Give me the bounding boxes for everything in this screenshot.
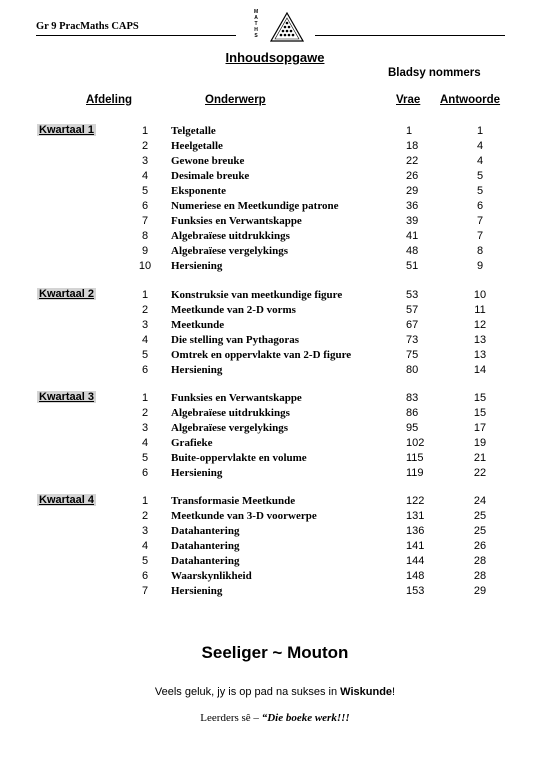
logo-letter: M <box>254 9 259 15</box>
quarter-label: Kwartaal 2 <box>39 288 95 300</box>
section-number: 6 <box>141 467 149 479</box>
answers-page: 17 <box>473 422 487 434</box>
topic-name: Hersiening <box>171 467 223 479</box>
questions-page: 115 <box>406 452 424 464</box>
header-line-right <box>315 35 505 36</box>
topic-name: Algebraïese uitdrukkings <box>171 407 290 419</box>
questions-page: 36 <box>406 200 419 212</box>
topic-name: Hersiening <box>171 585 223 597</box>
topic-name: Gewone breuke <box>171 155 245 167</box>
section-number: 3 <box>141 155 149 167</box>
section-number: 1 <box>141 289 149 301</box>
answers-page: 19 <box>473 437 487 449</box>
questions-page: 141 <box>406 540 425 552</box>
page-numbers-heading: Bladsy nommers <box>388 67 481 79</box>
section-number: 5 <box>141 555 149 567</box>
questions-page: 80 <box>406 364 419 376</box>
answers-page: 29 <box>473 585 487 597</box>
topic-name: Transformasie Meetkunde <box>171 495 296 507</box>
questions-page: 48 <box>406 245 419 257</box>
topic-name: Desimale breuke <box>171 170 250 182</box>
answers-page: 25 <box>473 510 487 522</box>
questions-page: 119 <box>406 467 424 479</box>
table-row <box>0 125 550 140</box>
table-row <box>0 170 550 185</box>
table-row <box>0 319 550 334</box>
topic-name: Hersiening <box>171 260 223 272</box>
questions-page: 41 <box>406 230 419 242</box>
section-number: 3 <box>141 422 149 434</box>
answers-page: 22 <box>473 467 487 479</box>
triangle-logo-icon <box>270 12 304 42</box>
topic-name: Meetkunde van 2-D vorms <box>171 304 296 316</box>
table-row <box>0 349 550 364</box>
topic-name: Telgetalle <box>171 125 216 137</box>
questions-page: 136 <box>406 525 425 537</box>
table-row <box>0 510 550 525</box>
header-line-left <box>36 35 236 36</box>
table-row <box>0 334 550 349</box>
good-luck-line <box>0 686 550 698</box>
section-number: 4 <box>141 170 149 182</box>
section-number: 6 <box>141 364 149 376</box>
table-row <box>0 364 550 379</box>
topic-name: Buite-oppervlakte en volume <box>171 452 307 464</box>
section-number: 5 <box>141 185 149 197</box>
questions-page: 22 <box>406 155 419 167</box>
quarter-label: Kwartaal 1 <box>39 124 95 136</box>
topic-name: Heelgetalle <box>171 140 223 152</box>
good-luck-text: Veels geluk, jy is op pad na sukses in <box>154 686 341 698</box>
section-number: 5 <box>141 349 149 361</box>
questions-page: 153 <box>406 585 425 597</box>
topic-name: Algebraïese vergelykings <box>171 245 289 257</box>
table-row <box>0 585 550 600</box>
section-number: 4 <box>141 437 149 449</box>
section-number: 3 <box>141 525 149 537</box>
topic-name: Datahantering <box>171 540 240 552</box>
section-number: 9 <box>141 245 149 257</box>
topic-name: Hersiening <box>171 364 223 376</box>
questions-page: 67 <box>406 319 419 331</box>
topic-name: Algebraïese uitdrukkings <box>171 230 290 242</box>
answers-page: 24 <box>473 495 487 507</box>
answers-page: 13 <box>473 349 487 361</box>
answers-page: 12 <box>473 319 487 331</box>
answers-page: 7 <box>476 215 484 227</box>
table-row <box>0 525 550 540</box>
answers-page: 9 <box>476 260 484 272</box>
topic-name: Grafieke <box>171 437 213 449</box>
section-number: 7 <box>141 585 149 597</box>
answers-page: 21 <box>473 452 487 464</box>
table-row <box>0 467 550 482</box>
section-number: 1 <box>141 125 149 137</box>
topic-name: Die stelling van Pythagoras <box>171 334 300 346</box>
section-number: 6 <box>141 200 149 212</box>
table-row <box>0 555 550 570</box>
topic-name: Datahantering <box>171 555 240 567</box>
quarter-label: Kwartaal 4 <box>39 494 95 506</box>
table-row <box>0 407 550 422</box>
questions-page: 73 <box>406 334 419 346</box>
table-row <box>0 260 550 275</box>
questions-page: 26 <box>406 170 419 182</box>
questions-page: 57 <box>406 304 419 316</box>
table-row <box>0 422 550 437</box>
questions-page: 122 <box>406 495 425 507</box>
topic-name: Meetkunde van 3-D voorwerpe <box>171 510 317 522</box>
section-number: 4 <box>141 334 149 346</box>
quarter-label: Kwartaal 3 <box>39 391 95 403</box>
table-row <box>0 495 550 510</box>
table-row <box>0 155 550 170</box>
section-number: 8 <box>141 230 149 242</box>
table-row <box>0 452 550 467</box>
topic-name: Funksies en Verwantskappe <box>171 392 302 404</box>
logo-letter: S <box>254 33 258 39</box>
table-row <box>0 437 550 452</box>
questions-page: 53 <box>406 289 419 301</box>
authors: Seeliger ~ Mouton <box>201 643 349 662</box>
column-header-onderwerp: Onderwerp <box>205 94 266 106</box>
table-row <box>0 230 550 245</box>
column-header-afdeling: Afdeling <box>86 94 132 106</box>
topic-name: Eksponente <box>171 185 227 197</box>
table-row <box>0 245 550 260</box>
logo-letter: H <box>254 27 258 33</box>
table-row <box>0 289 550 304</box>
maths-logo <box>236 10 310 44</box>
answers-page: 4 <box>476 155 484 167</box>
good-luck-subject: Wiskunde <box>340 686 393 698</box>
logo-letter: A <box>254 15 258 21</box>
column-header-antwoorde: Antwoorde <box>440 94 501 106</box>
answers-page: 8 <box>476 245 484 257</box>
table-row <box>0 392 550 407</box>
topic-name: Waarskynlikheid <box>171 570 252 582</box>
learners-quote: “Die boeke werk!!! <box>261 712 350 724</box>
topic-name: Konstruksie van meetkundige figure <box>171 289 343 301</box>
section-number: 3 <box>141 319 149 331</box>
answers-page: 11 <box>474 304 486 316</box>
section-number: 2 <box>141 407 149 419</box>
section-number: 1 <box>141 495 149 507</box>
answers-page: 15 <box>473 407 487 419</box>
topic-name: Datahantering <box>171 525 240 537</box>
learners-prefix: Leerders sê – <box>200 712 262 724</box>
questions-page: 148 <box>406 570 425 582</box>
section-number: 10 <box>138 260 152 272</box>
section-number: 2 <box>141 510 149 522</box>
answers-page: 6 <box>476 200 484 212</box>
answers-page: 13 <box>473 334 487 346</box>
section-number: 5 <box>141 452 149 464</box>
answers-page: 7 <box>476 230 484 242</box>
topic-name: Meetkunde <box>171 319 225 331</box>
section-number: 6 <box>141 570 149 582</box>
table-row <box>0 304 550 319</box>
learners-quote-line <box>0 712 550 724</box>
section-number: 2 <box>141 304 149 316</box>
section-number: 1 <box>141 392 149 404</box>
questions-page: 75 <box>406 349 419 361</box>
questions-page: 144 <box>406 555 425 567</box>
column-header-vrae: Vrae <box>396 94 421 106</box>
questions-page: 83 <box>406 392 419 404</box>
topic-name: Funksies en Verwantskappe <box>171 215 302 227</box>
topic-name: Numeriese en Meetkundige patrone <box>171 200 339 212</box>
table-row <box>0 185 550 200</box>
answers-page: 14 <box>473 364 487 376</box>
table-row <box>0 200 550 215</box>
table-row <box>0 540 550 555</box>
answers-page: 25 <box>473 525 487 537</box>
questions-page: 18 <box>406 140 419 152</box>
questions-page: 131 <box>406 510 425 522</box>
table-row <box>0 570 550 585</box>
answers-page: 5 <box>476 170 484 182</box>
questions-page: 95 <box>406 422 419 434</box>
topic-name: Omtrek en oppervlakte van 2-D figure <box>171 349 352 361</box>
section-number: 7 <box>141 215 149 227</box>
answers-page: 15 <box>473 392 487 404</box>
answers-page: 26 <box>473 540 487 552</box>
answers-page: 10 <box>473 289 487 301</box>
table-row <box>0 140 550 155</box>
header-text: Gr 9 PracMaths CAPS <box>36 21 139 32</box>
section-number: 4 <box>141 540 149 552</box>
page-title: Inhoudsopgawe <box>225 50 325 65</box>
answers-page: 28 <box>473 570 487 582</box>
questions-page: 39 <box>406 215 419 227</box>
answers-page: 4 <box>476 140 484 152</box>
questions-page: 29 <box>406 185 419 197</box>
logo-letter: T <box>254 21 258 27</box>
questions-page: 102 <box>406 437 425 449</box>
good-luck-end: ! <box>392 686 396 698</box>
questions-page: 1 <box>406 125 413 137</box>
answers-page: 28 <box>473 555 487 567</box>
questions-page: 86 <box>406 407 419 419</box>
questions-page: 51 <box>406 260 419 272</box>
answers-page: 1 <box>476 125 484 137</box>
topic-name: Algebraïese vergelykings <box>171 422 289 434</box>
answers-page: 5 <box>476 185 484 197</box>
section-number: 2 <box>141 140 149 152</box>
table-row <box>0 215 550 230</box>
